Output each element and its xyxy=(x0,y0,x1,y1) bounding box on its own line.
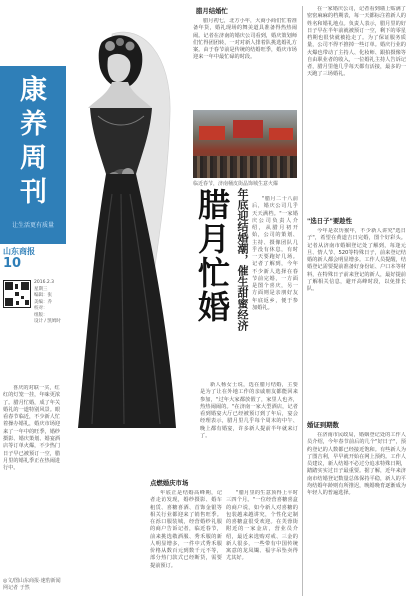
market-photo xyxy=(193,110,297,178)
meta-line: 设计 / 凯姆时 xyxy=(34,319,61,324)
meta-line: 2016.2.3 xyxy=(34,280,55,285)
left-column xyxy=(0,0,66,602)
column-divider xyxy=(302,6,303,596)
meta-line: 美编：乔 xyxy=(34,299,52,305)
body-text-a-top: 腊月初七，北方小年，大商小商们忙着准备年货，婚礼现场的舞美道具准备得热热闹闹。记者在济南的婚庆公司看到，婚庆策划师们忙得团团转，一对对新人排着队挑选婚礼方案。由于春节前是传统的结婚旺季，婚庆市场迎来一年中最忙碌的时段。 xyxy=(193,18,297,61)
edition-name: 山东商报 xyxy=(3,247,35,256)
page-number: 10 xyxy=(3,256,22,271)
masthead-subtitle: 让生活更有质量 xyxy=(11,222,54,229)
body-text-b-bottom: "腊月里的生意顶得上平时三四个月。"一位经营喜糖喜盒的商户说，如今新人对喜糖的包装越来越讲究，个性化定制的喜糖盒很受欢迎。在芙蓉街附近的一家金店，营业员介绍，最近来选购对戒、三金的新人很多，一些带有中国传统寓意的龙凤镯、福字吊坠卖得尤其好。 xyxy=(226,490,298,562)
headline: 腊月忙婚 xyxy=(193,188,231,324)
body-text-a-bottom: 年底正是结婚高峰期，记者走访发现，婚纱摄影、婚车租赁、喜糖喜酒、首饰金银等相关行业都迎来了销售旺季。在泺口服装城，经营婚纱礼服的商户告诉记者，临近春节，前来挑选敬酒服、秀禾服的新人明显增多，一件中式秀禾服价格从数百元到数千元不等，部分热门款式已经断货，需要提前预订。 xyxy=(150,490,222,569)
byline-credit: ◎文/图山东商报·速豹新闻网记者 于然 xyxy=(3,578,61,591)
body-text-right-bottom: 在济南市民政局，婚姻登记处的工作人员介绍，今年春节前后的几个"好日子"，预约登记的人数都已经接近饱和。有些新人为了图吉利，早早就开始在网上预约。工作人员建议，新人结婚不必过分追求特殊日期，踏踏实实过日子最重要。据了解，近年来济南市结婚登记数量总体保持平稳，新人的平均结婚年龄则有所推迟，晚婚晚育逐渐成为年轻人的普遍选择。 xyxy=(307,432,406,496)
date-meta xyxy=(34,280,66,326)
body-text-b-mid: 新人杨女士说，选在腊月结婚，主要是为了让在外地工作的亲戚朋友都能回来参加，"过年大家都放假了，家里人也齐，热热闹闹的。"在济南一家大型酒店，记者看到婚宴大厅已经被预订到了年后，宴会经理表示，腊月里几乎每个周末的中午、晚上都有婚宴，许多新人提前半年就来订了。 xyxy=(200,382,298,439)
lead-paragraph: 喜庆的对联一买，红红的灯笼一挂，年味更浓了。腊月忙婚，成了年关婚礼的一道特别风景。眼看春节临近，不少新人忙着操办婚礼，婚庆市场迎来了一年中的旺季，婚纱摄影、婚庆策划、婚宴酒店等订单火爆，不少热门日子早已被预订一空，腊月里的婚礼季正在热闹进行中。 xyxy=(3,385,61,472)
section-heading-right-1: "选日子"要趁性 xyxy=(307,217,353,225)
meta-line: 星期三 xyxy=(34,286,48,292)
photo-caption: 临近春节，济南桶皮街晶饰城生意火爆 xyxy=(193,181,279,187)
edition-block xyxy=(3,246,65,270)
masthead-banner xyxy=(0,66,66,244)
body-text-right-mid: 今年是农历猴年，不少新人讲究"选日子"，希望在黄道吉日完婚，图个好彩头。记者从济南市婚姻登记处了解到，每逢元旦、情人节、520等特殊日子，前来登记结婚的新人都会明显增多。工作人员提醒，结婚登记需要提前准备好身份证、户口本等材料，在特殊日子前来登记的新人，最好提前了解相关信息，避开高峰时段，以免排长队。 xyxy=(307,228,406,292)
meta-line: 编辑：张 xyxy=(34,293,52,298)
section-heading-right-2: 婚证到期数 xyxy=(307,421,339,429)
qr-code-icon xyxy=(3,280,31,308)
section-heading-top: 腊月结婚忙 xyxy=(196,7,228,15)
section-heading-mid: 点燃婚庆市场 xyxy=(150,479,189,487)
headline-deck: 年底迎结婚潮，催生甜蜜经济 xyxy=(236,188,249,331)
masthead-title: 康养 周刊 xyxy=(20,75,48,208)
body-text-a-mid: "腊月二十八前后，婚庆公司几乎天天满档。"一家婚庆公司负责人介绍，从腊月初开始，公司的策划、主持、摄像团队几乎没有休息，有时一天要跑好几场。记者了解到，今年不少新人选择在春节前完婚，一方面是图个喜庆，另一方面则是亲朋好友年底返乡，便于参加婚礼。 xyxy=(252,196,298,311)
bride-illustration xyxy=(72,24,180,434)
meta-line: 组版： xyxy=(34,312,48,318)
meta-line: 校对： xyxy=(34,306,48,311)
body-text-right-top: 在一家婚庆公司，记者看到墙上贴满了密密麻麻的档期表，每一天都标注着新人的姓名和婚礼地点。负责人表示，腊月里的好日子早在半年前就被预订一空，剩下的零星档期也很快就被抢走了。为了保证服务质量，公司不得不推掉一些订单。婚庆行业的火爆也带动了主持人、化妆师、跟拍摄像等自由职业者的收入，一位婚礼主持人告诉记者，腊月里他几乎每天都有活接，最多的一天跑了三场婚礼。 xyxy=(307,6,406,78)
